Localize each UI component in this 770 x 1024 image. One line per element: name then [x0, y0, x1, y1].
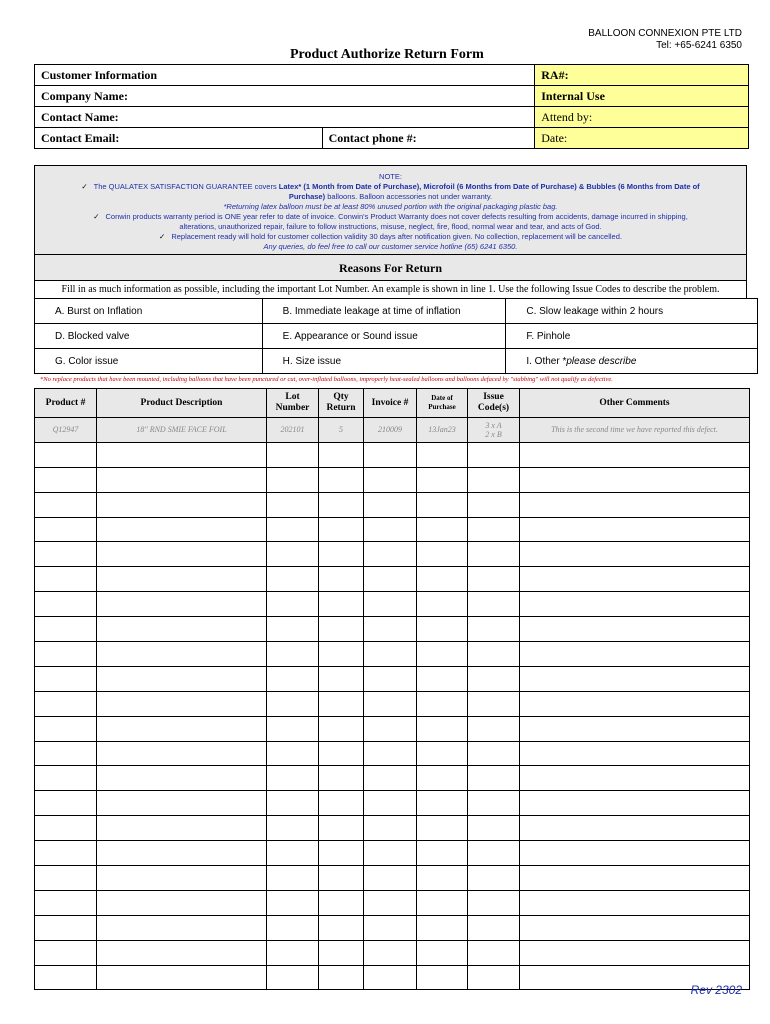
entry-cell[interactable] — [97, 691, 267, 716]
issue-code-d: D. Blocked valve — [35, 324, 263, 349]
ra-field[interactable]: RA#: — [535, 65, 749, 86]
entry-cell[interactable] — [35, 666, 97, 691]
entry-cell[interactable] — [267, 940, 319, 965]
entry-cell[interactable] — [267, 542, 319, 567]
entry-cell[interactable] — [319, 442, 364, 467]
entry-cell[interactable] — [35, 442, 97, 467]
entry-cell[interactable] — [468, 816, 520, 841]
entry-cell[interactable] — [319, 517, 364, 542]
entry-cell[interactable] — [97, 467, 267, 492]
check-icon: ✓ — [93, 212, 100, 221]
entry-cell[interactable] — [35, 592, 97, 617]
entry-cell[interactable] — [364, 741, 417, 766]
entry-cell[interactable] — [417, 890, 468, 915]
entry-cell[interactable] — [97, 567, 267, 592]
entry-cell[interactable] — [417, 915, 468, 940]
entry-cell[interactable] — [267, 741, 319, 766]
entry-cell[interactable] — [364, 965, 417, 990]
entry-cell[interactable] — [364, 642, 417, 667]
entry-cell[interactable] — [417, 866, 468, 891]
entry-cell[interactable] — [35, 741, 97, 766]
entry-cell[interactable] — [97, 841, 267, 866]
check-icon: ✓ — [81, 182, 88, 191]
example-invoice: 210009 — [364, 418, 417, 443]
entry-cell[interactable] — [468, 915, 520, 940]
entry-cell[interactable] — [417, 492, 468, 517]
entry-cell[interactable] — [520, 940, 750, 965]
entry-cell[interactable] — [417, 741, 468, 766]
issue-code-e: E. Appearance or Sound issue — [262, 324, 506, 349]
entry-cell[interactable] — [267, 791, 319, 816]
entry-cell[interactable] — [520, 467, 750, 492]
note-line-conwin: ✓ Conwin products warranty period is ONE year refer to date of invoice. Conwin's Product Warranty does not cover defects resulting from accidents, damage incurred in shipping, — [93, 212, 688, 221]
entry-cell[interactable] — [364, 716, 417, 741]
entry-cell[interactable] — [520, 666, 750, 691]
entry-cell[interactable] — [35, 542, 97, 567]
entry-cell[interactable] — [319, 866, 364, 891]
entry-cell[interactable] — [417, 567, 468, 592]
entry-cell[interactable] — [97, 642, 267, 667]
issue-code-g: G. Color issue — [35, 349, 263, 374]
entry-cell[interactable] — [319, 617, 364, 642]
entry-cell[interactable] — [468, 691, 520, 716]
entry-cell[interactable] — [35, 567, 97, 592]
entry-cell[interactable] — [417, 666, 468, 691]
table-row — [35, 642, 750, 667]
entry-cell[interactable] — [35, 691, 97, 716]
entry-cell[interactable] — [417, 940, 468, 965]
col-comments: Other Comments — [520, 389, 750, 418]
entry-cell[interactable] — [35, 617, 97, 642]
entry-cell[interactable] — [35, 766, 97, 791]
entry-cell[interactable] — [97, 492, 267, 517]
col-invoice: Invoice # — [364, 389, 417, 418]
note-box — [34, 165, 747, 255]
col-lot: Lot Number — [267, 389, 319, 418]
entry-cell[interactable] — [97, 791, 267, 816]
entry-cell[interactable] — [35, 890, 97, 915]
example-row — [35, 418, 750, 443]
table-row — [35, 617, 750, 642]
entry-cell[interactable] — [468, 791, 520, 816]
entry-cell[interactable] — [364, 567, 417, 592]
table-row — [35, 542, 750, 567]
entry-cell[interactable] — [267, 517, 319, 542]
entry-cell[interactable] — [520, 517, 750, 542]
entry-cell[interactable] — [417, 542, 468, 567]
entry-cell[interactable] — [97, 517, 267, 542]
entry-cell[interactable] — [97, 940, 267, 965]
return-items-table — [34, 388, 750, 990]
entry-cell[interactable] — [417, 617, 468, 642]
entry-cell[interactable] — [267, 617, 319, 642]
entry-cell[interactable] — [319, 915, 364, 940]
entry-cell[interactable] — [97, 442, 267, 467]
table-row — [35, 915, 750, 940]
entry-cell[interactable] — [35, 816, 97, 841]
contact-email-field[interactable]: Contact Email: — [35, 128, 323, 149]
entry-cell[interactable] — [520, 592, 750, 617]
entry-cell[interactable] — [35, 492, 97, 517]
entry-cell[interactable] — [267, 915, 319, 940]
example-issue: 3 x A 2 x B — [468, 418, 520, 443]
entry-cell[interactable] — [364, 691, 417, 716]
entry-cell[interactable] — [468, 592, 520, 617]
entry-cell[interactable] — [468, 542, 520, 567]
entry-cell[interactable] — [364, 666, 417, 691]
entry-cell[interactable] — [267, 592, 319, 617]
entry-cell[interactable] — [468, 890, 520, 915]
table-row — [35, 492, 750, 517]
table-row — [35, 791, 750, 816]
entry-cell[interactable] — [364, 592, 417, 617]
entry-cell[interactable] — [417, 716, 468, 741]
entry-cell[interactable] — [97, 741, 267, 766]
table-row — [35, 467, 750, 492]
entry-cell[interactable] — [468, 866, 520, 891]
note-heading: NOTE: — [379, 172, 402, 181]
entry-cell[interactable] — [267, 642, 319, 667]
reasons-title: Reasons For Return — [34, 255, 747, 281]
entry-cell[interactable] — [35, 866, 97, 891]
entry-cell[interactable] — [417, 517, 468, 542]
entry-cell[interactable] — [468, 666, 520, 691]
entry-cell[interactable] — [468, 617, 520, 642]
entry-cell[interactable] — [97, 866, 267, 891]
table-row — [35, 841, 750, 866]
entry-cell[interactable] — [468, 467, 520, 492]
entry-cell[interactable] — [417, 592, 468, 617]
entry-cell[interactable] — [35, 915, 97, 940]
entry-cell[interactable] — [417, 841, 468, 866]
note-line-guarantee: ✓ The QUALATEX SATISFACTION GUARANTEE covers Latex* (1 Month from Date of Purchase), Microfoil (6 Months from Date of Purchase) & Bubbles (6 Months from Date of — [81, 182, 700, 191]
entry-cell[interactable] — [364, 517, 417, 542]
entry-cell[interactable] — [468, 442, 520, 467]
entry-cell[interactable] — [364, 617, 417, 642]
entry-cell[interactable] — [319, 542, 364, 567]
entry-cell[interactable] — [267, 841, 319, 866]
note-line-conwin-cont: alterations, unauthorized repair, failure to follow instructions, misuse, neglect, fire, flood, normal wear and tear, and acts of God. — [179, 222, 602, 231]
example-product: Q12947 — [35, 418, 97, 443]
table-row — [35, 442, 750, 467]
entry-cell[interactable] — [364, 766, 417, 791]
entry-cell[interactable] — [97, 666, 267, 691]
example-lot: 202101 — [267, 418, 319, 443]
entry-cell[interactable] — [267, 716, 319, 741]
entry-cell[interactable] — [319, 791, 364, 816]
entry-cell[interactable] — [417, 791, 468, 816]
entry-cell[interactable] — [364, 816, 417, 841]
entry-cell[interactable] — [417, 442, 468, 467]
entry-cell[interactable] — [267, 766, 319, 791]
entry-cell[interactable] — [97, 915, 267, 940]
entry-cell[interactable] — [364, 940, 417, 965]
entry-cell[interactable] — [364, 841, 417, 866]
col-date-purchase: Date of Purchase — [417, 389, 468, 418]
entry-cell[interactable] — [520, 791, 750, 816]
example-qty: 5 — [319, 418, 364, 443]
entry-cell[interactable] — [364, 791, 417, 816]
revision-label: Rev 2302 — [690, 983, 742, 997]
entry-cell[interactable] — [468, 965, 520, 990]
entry-cell[interactable] — [35, 940, 97, 965]
example-description: 18" RND SMIE FACE FOIL — [97, 418, 267, 443]
issue-code-f: F. Pinhole — [506, 324, 758, 349]
table-row — [35, 866, 750, 891]
company-name-field[interactable]: Company Name: — [35, 86, 535, 107]
entry-cell[interactable] — [319, 666, 364, 691]
table-row — [35, 517, 750, 542]
issue-code-i: I. Other *please describe — [506, 349, 758, 374]
col-issue-codes: Issue Code(s) — [468, 389, 520, 418]
entry-cell[interactable] — [364, 492, 417, 517]
entry-cell[interactable] — [364, 866, 417, 891]
table-row — [35, 766, 750, 791]
entry-cell[interactable] — [520, 542, 750, 567]
entry-cell[interactable] — [319, 492, 364, 517]
entry-cell[interactable] — [267, 691, 319, 716]
table-row — [35, 691, 750, 716]
entry-cell[interactable] — [468, 741, 520, 766]
entry-cell[interactable] — [417, 965, 468, 990]
entry-cell[interactable] — [267, 467, 319, 492]
customer-info-table — [34, 64, 749, 149]
entry-cell[interactable] — [468, 492, 520, 517]
col-description: Product Description — [97, 389, 267, 418]
entry-cell[interactable] — [520, 691, 750, 716]
entry-cell[interactable] — [319, 642, 364, 667]
entry-cell[interactable] — [520, 915, 750, 940]
entry-cell[interactable] — [97, 890, 267, 915]
contact-name-field[interactable]: Contact Name: — [35, 107, 535, 128]
entry-cell[interactable] — [97, 617, 267, 642]
entry-cell[interactable] — [364, 467, 417, 492]
entry-cell[interactable] — [468, 940, 520, 965]
entry-cell[interactable] — [35, 467, 97, 492]
entry-cell[interactable] — [267, 816, 319, 841]
entry-cell[interactable] — [520, 816, 750, 841]
table-header-row — [35, 389, 750, 418]
note-line-queries: Any queries, do feel free to call our customer service hotline (65) 6241 6350. — [263, 242, 518, 251]
reasons-instructions: Fill in as much information as possible, including the important Lot Number. An example is shown in line 1. Use the following Issue Codes to describe the problem. — [34, 281, 747, 298]
entry-cell[interactable] — [319, 766, 364, 791]
entry-cell[interactable] — [468, 567, 520, 592]
entry-cell[interactable] — [468, 716, 520, 741]
entry-cell[interactable] — [319, 965, 364, 990]
entry-cell[interactable] — [267, 492, 319, 517]
entry-cell[interactable] — [267, 666, 319, 691]
note-line-latex: *Returning latex balloon must be at least 80% unused portion with the original packaging plastic bag. — [223, 202, 558, 211]
entry-cell[interactable] — [319, 467, 364, 492]
entry-cell[interactable] — [520, 716, 750, 741]
table-row — [35, 816, 750, 841]
attend-by-field[interactable]: Attend by: — [535, 107, 749, 128]
entry-cell[interactable] — [319, 691, 364, 716]
entry-cell[interactable] — [267, 890, 319, 915]
entry-cell[interactable] — [97, 592, 267, 617]
issue-code-b: B. Immediate leakage at time of inflation — [262, 299, 506, 324]
entry-cell[interactable] — [97, 965, 267, 990]
entry-cell[interactable] — [520, 866, 750, 891]
company-header — [588, 28, 742, 52]
table-row — [35, 741, 750, 766]
entry-cell[interactable] — [468, 642, 520, 667]
entry-cell[interactable] — [364, 915, 417, 940]
table-row — [35, 890, 750, 915]
company-name: BALLOON CONNEXION PTE LTD — [588, 28, 742, 39]
issue-code-c: C. Slow leakage within 2 hours — [506, 299, 758, 324]
entry-cell[interactable] — [319, 841, 364, 866]
entry-cell[interactable] — [520, 442, 750, 467]
entry-cell[interactable] — [35, 642, 97, 667]
entry-cell[interactable] — [417, 816, 468, 841]
note-line-guarantee-cont: Purchase) balloons. Balloon accessories not under warranty. — [288, 192, 493, 201]
entry-cell[interactable] — [520, 567, 750, 592]
entry-cell[interactable] — [520, 741, 750, 766]
example-date: 13Jan23 — [417, 418, 468, 443]
customer-info-heading: Customer Information — [35, 65, 535, 86]
entry-cell[interactable] — [417, 766, 468, 791]
disclaimer: *No replace products that have been mounted, including balloons that have been punctured or cut, over-inflated balloons, improperly heat-sealed balloons and balloons defaced by "stabbing" will not qualify as defective. — [40, 376, 613, 383]
entry-cell[interactable] — [35, 517, 97, 542]
entry-cell[interactable] — [520, 642, 750, 667]
entry-cell[interactable] — [319, 741, 364, 766]
table-row — [35, 592, 750, 617]
check-icon: ✓ — [159, 232, 166, 241]
issue-codes-table — [34, 298, 758, 374]
entry-cell[interactable] — [364, 890, 417, 915]
entry-cell[interactable] — [97, 542, 267, 567]
col-qty: Qty Return — [319, 389, 364, 418]
entry-cell[interactable] — [520, 890, 750, 915]
entry-cell[interactable] — [35, 965, 97, 990]
entry-cell[interactable] — [520, 492, 750, 517]
entry-cell[interactable] — [468, 766, 520, 791]
entry-cell[interactable] — [267, 866, 319, 891]
entry-cell[interactable] — [97, 766, 267, 791]
issue-code-a: A. Burst on Inflation — [35, 299, 263, 324]
entry-cell[interactable] — [35, 791, 97, 816]
entry-cell[interactable] — [319, 816, 364, 841]
example-comments: This is the second time we have reported this defect. — [520, 418, 750, 443]
table-row — [35, 666, 750, 691]
date-field[interactable]: Date: — [535, 128, 749, 149]
entry-cell[interactable] — [319, 716, 364, 741]
entry-cell[interactable] — [97, 816, 267, 841]
entry-cell[interactable] — [319, 940, 364, 965]
table-row — [35, 940, 750, 965]
col-product: Product # — [35, 389, 97, 418]
entry-cell[interactable] — [267, 442, 319, 467]
entry-cell[interactable] — [364, 542, 417, 567]
table-row — [35, 567, 750, 592]
entry-cell[interactable] — [267, 965, 319, 990]
entry-cell[interactable] — [520, 617, 750, 642]
entry-cell[interactable] — [319, 567, 364, 592]
contact-phone-field[interactable]: Contact phone #: — [322, 128, 535, 149]
issue-code-h: H. Size issue — [262, 349, 506, 374]
entry-cell[interactable] — [417, 642, 468, 667]
entry-cell[interactable] — [520, 766, 750, 791]
internal-use-label: Internal Use — [535, 86, 749, 107]
entry-cell[interactable] — [319, 890, 364, 915]
table-row — [35, 716, 750, 741]
company-tel: Tel: +65-6241 6350 — [656, 40, 742, 51]
form-title: Product Authorize Return Form — [290, 47, 484, 62]
entry-cell[interactable] — [417, 467, 468, 492]
entry-cell[interactable] — [35, 716, 97, 741]
entry-cell[interactable] — [520, 841, 750, 866]
entry-cell[interactable] — [267, 567, 319, 592]
entry-cell[interactable] — [468, 841, 520, 866]
entry-cell[interactable] — [319, 592, 364, 617]
entry-cell[interactable] — [364, 442, 417, 467]
entry-cell[interactable] — [417, 691, 468, 716]
entry-cell[interactable] — [35, 841, 97, 866]
table-row — [35, 965, 750, 990]
entry-cell[interactable] — [97, 716, 267, 741]
entry-cell[interactable] — [468, 517, 520, 542]
note-line-replacement: ✓ Replacement ready will hold for customer collection validity 30 days after notification given. No collection, replacement will be cancelled. — [159, 232, 622, 241]
